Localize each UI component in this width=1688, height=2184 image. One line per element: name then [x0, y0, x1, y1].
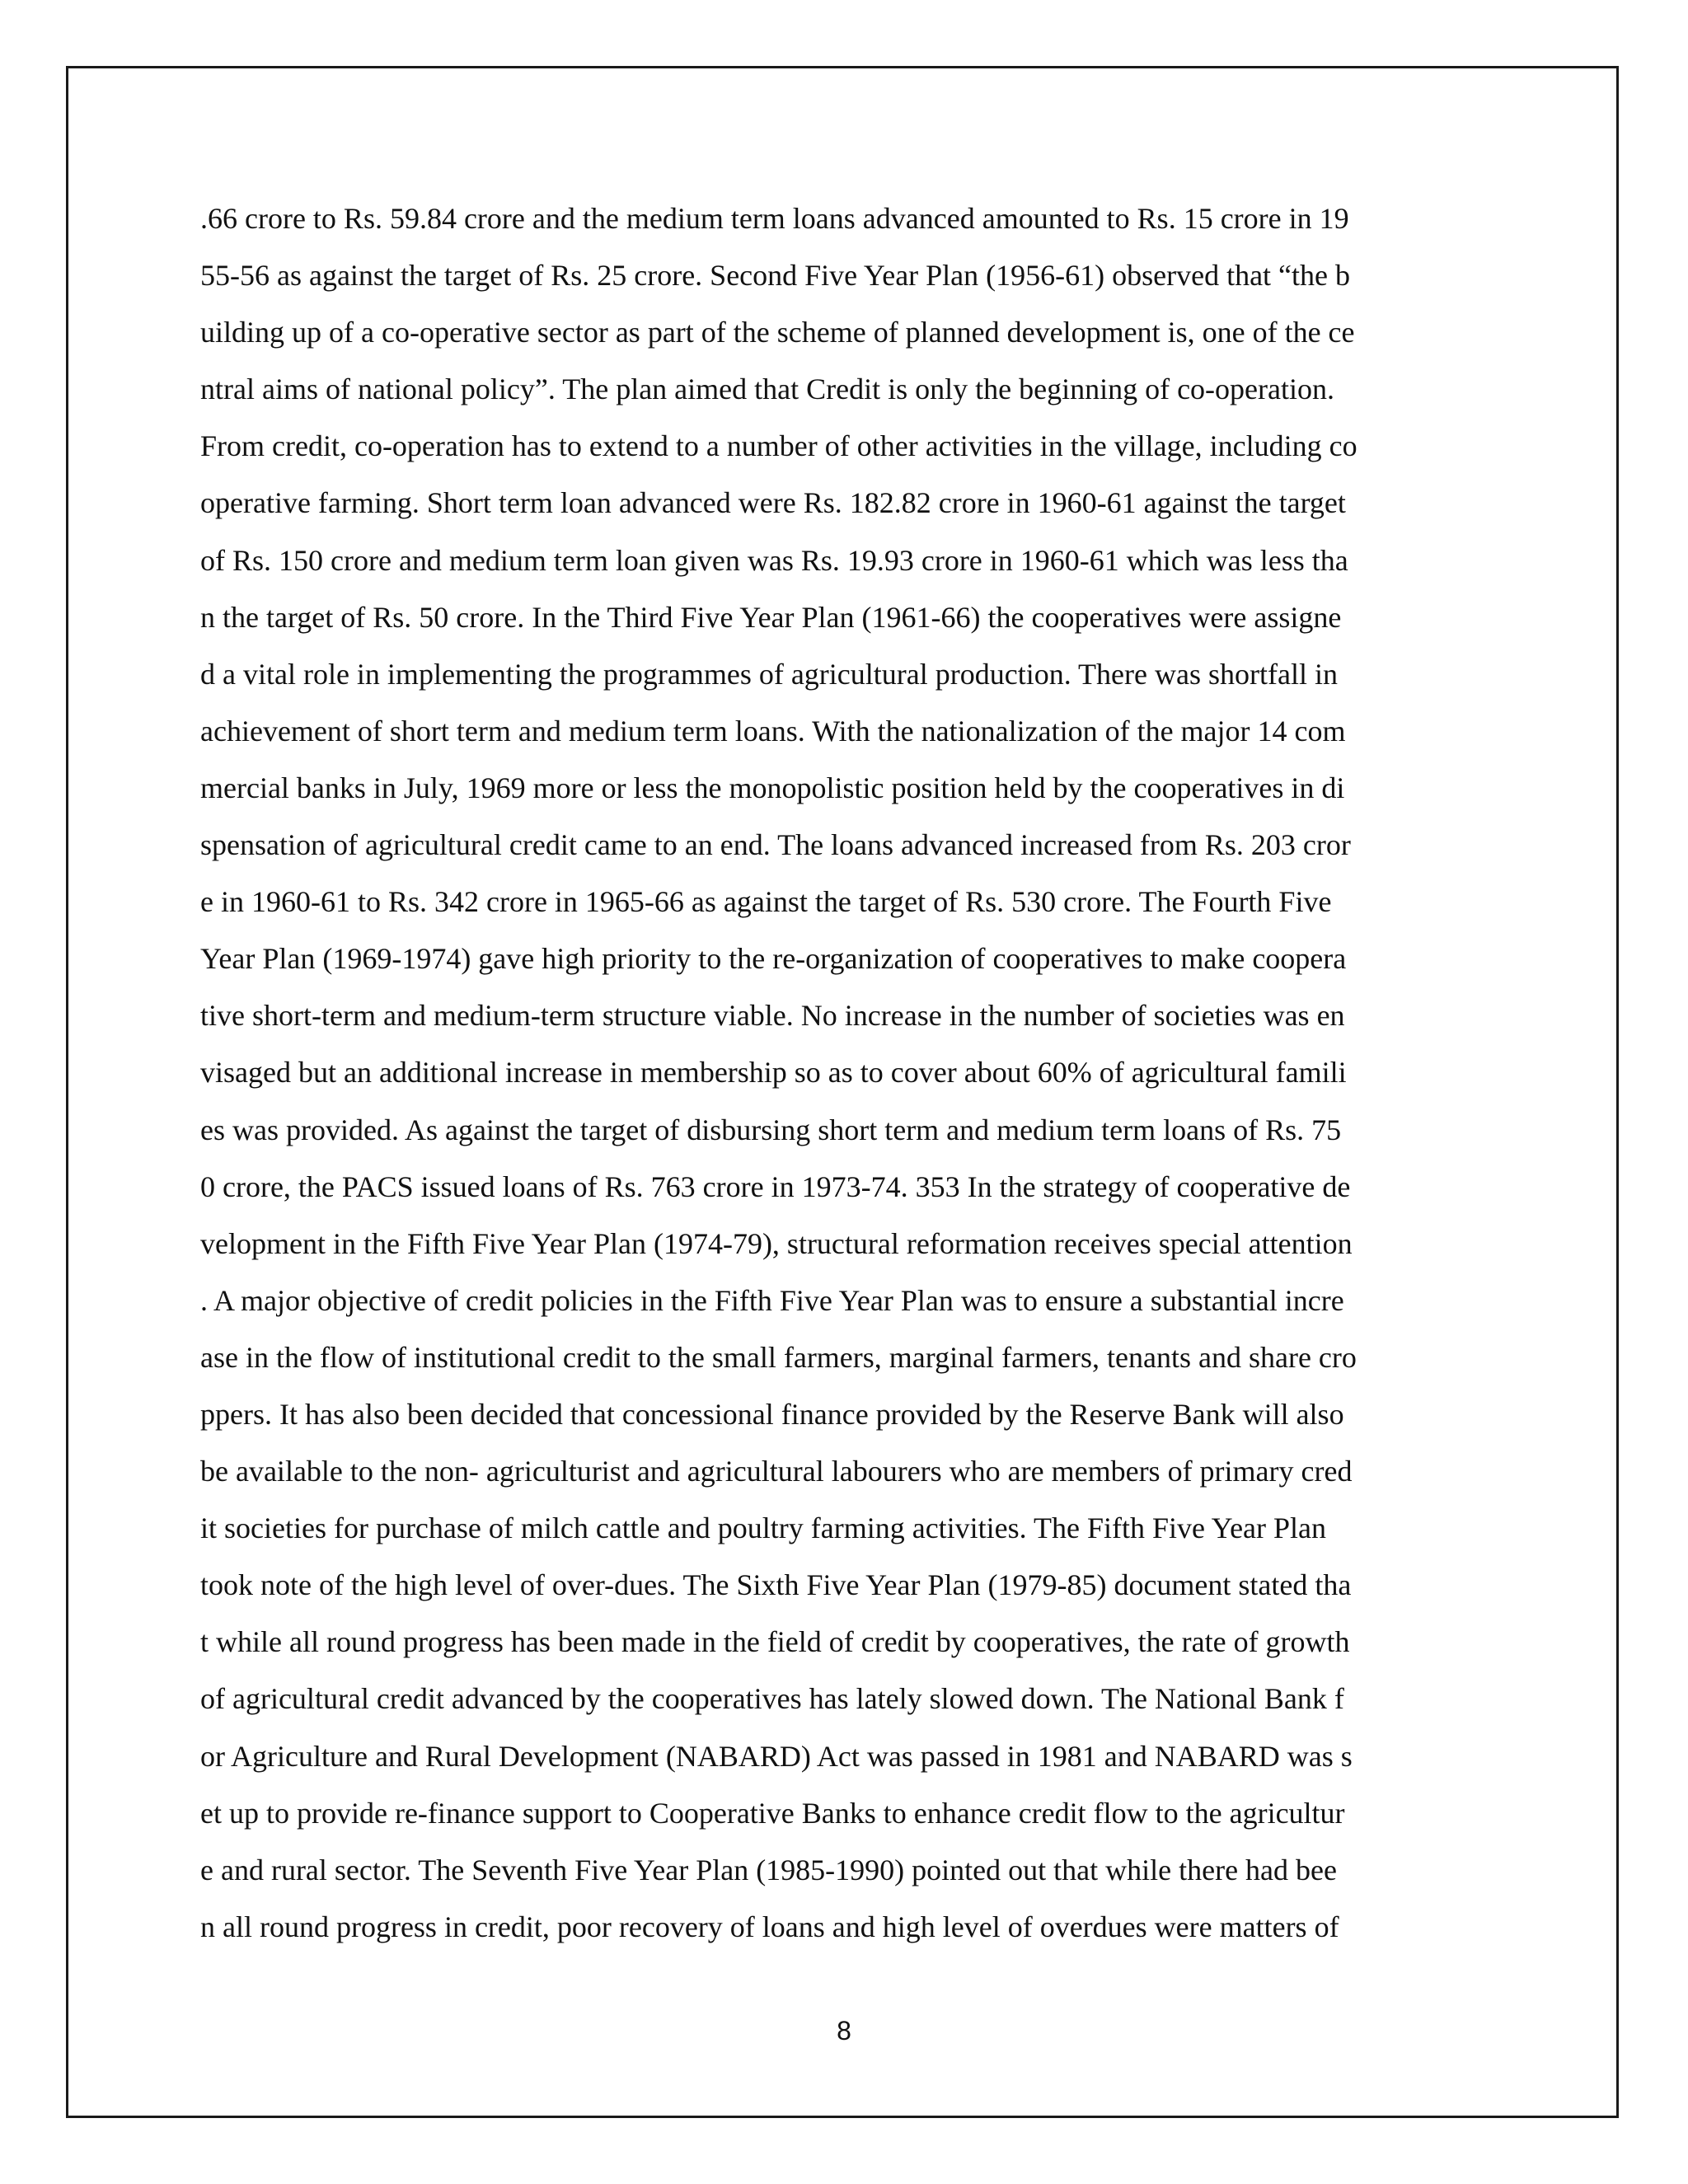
text-line: es was provided. As against the target of disbursing short term and medium term loans of Rs. 75 — [200, 1113, 1342, 1146]
text-line: be available to the non- agriculturist and agricultural labourers who are members of primary cred — [200, 1455, 1353, 1488]
text-line: n the target of Rs. 50 crore. In the Third Five Year Plan (1961-66) the cooperatives were assigne — [200, 600, 1342, 634]
text-line: Year Plan (1969-1974) gave high priority to the re-organization of cooperatives to make coopera — [200, 942, 1347, 976]
text-line: d a vital role in implementing the programmes of agricultural production. There was shortfall in — [200, 657, 1338, 691]
text-line: 55-56 as against the target of Rs. 25 crore. Second Five Year Plan (1956-61) observed that “the b — [200, 259, 1351, 293]
text-line: visaged but an additional increase in membership so as to cover about 60% of agricultural famili — [200, 1056, 1347, 1090]
text-line: ase in the flow of institutional credit to the small farmers, marginal farmers, tenants and share cro — [200, 1340, 1357, 1374]
text-line: achievement of short term and medium term loans. With the nationalization of the major 14 com — [200, 714, 1346, 748]
body-text — [200, 198, 1503, 1963]
text-line: e in 1960-61 to Rs. 342 crore in 1965-66 as against the target of Rs. 530 crore. The Fourth Five — [200, 885, 1332, 919]
text-line: et up to provide re-finance support to Cooperative Banks to enhance credit flow to the agricultur — [200, 1796, 1345, 1830]
text-line: it societies for purchase of milch cattle and poultry farming activities. The Fifth Five Year Plan — [200, 1511, 1327, 1545]
page-number: 8 — [837, 2016, 851, 2046]
text-line: tive short-term and medium-term structure viable. No increase in the number of societies was en — [200, 999, 1345, 1033]
text-line: uilding up of a co-operative sector as part of the scheme of planned development is, one of the ce — [200, 316, 1355, 349]
text-line: t while all round progress has been made in the field of credit by cooperatives, the rate of growth — [200, 1625, 1350, 1659]
text-line: mercial banks in July, 1969 more or less the monopolistic position held by the cooperatives in di — [200, 771, 1345, 804]
text-line: spensation of agricultural credit came to an end. The loans advanced increased from Rs. 203 cror — [200, 828, 1351, 862]
text-line: operative farming. Short term loan advanced were Rs. 182.82 crore in 1960-61 against the target — [200, 486, 1346, 520]
text-line: .66 crore to Rs. 59.84 crore and the medium term loans advanced amounted to Rs. 15 crore in 19 — [200, 202, 1349, 235]
text-line: ntral aims of national policy”. The plan aimed that Credit is only the beginning of co-operation. — [200, 373, 1334, 406]
text-line: . A major objective of credit policies in the Fifth Five Year Plan was to ensure a substantial incre — [200, 1283, 1344, 1317]
text-line: e and rural sector. The Seventh Five Year Plan (1985-1990) pointed out that while there had bee — [200, 1853, 1337, 1886]
text-line: took note of the high level of over-dues. The Sixth Five Year Plan (1979-85) document stated tha — [200, 1568, 1352, 1602]
text-line: of Rs. 150 crore and medium term loan given was Rs. 19.93 crore in 1960-61 which was less tha — [200, 543, 1348, 577]
text-line: 0 crore, the PACS issued loans of Rs. 763 crore in 1973-74. 353 In the strategy of cooperative de — [200, 1169, 1351, 1203]
text-line: ppers. It has also been decided that concessional finance provided by the Reserve Bank will also — [200, 1397, 1344, 1431]
text-line: velopment in the Fifth Five Year Plan (1974-79), structural reformation receives special attention — [200, 1226, 1353, 1260]
text-line: or Agriculture and Rural Development (NABARD) Act was passed in 1981 and NABARD was s — [200, 1739, 1353, 1773]
text-line: n all round progress in credit, poor recovery of loans and high level of overdues were matters of — [200, 1910, 1339, 1943]
text-line: of agricultural credit advanced by the cooperatives has lately slowed down. The National Bank f — [200, 1682, 1344, 1716]
text-line: From credit, co-operation has to extend to a number of other activities in the village, including co — [200, 429, 1357, 463]
